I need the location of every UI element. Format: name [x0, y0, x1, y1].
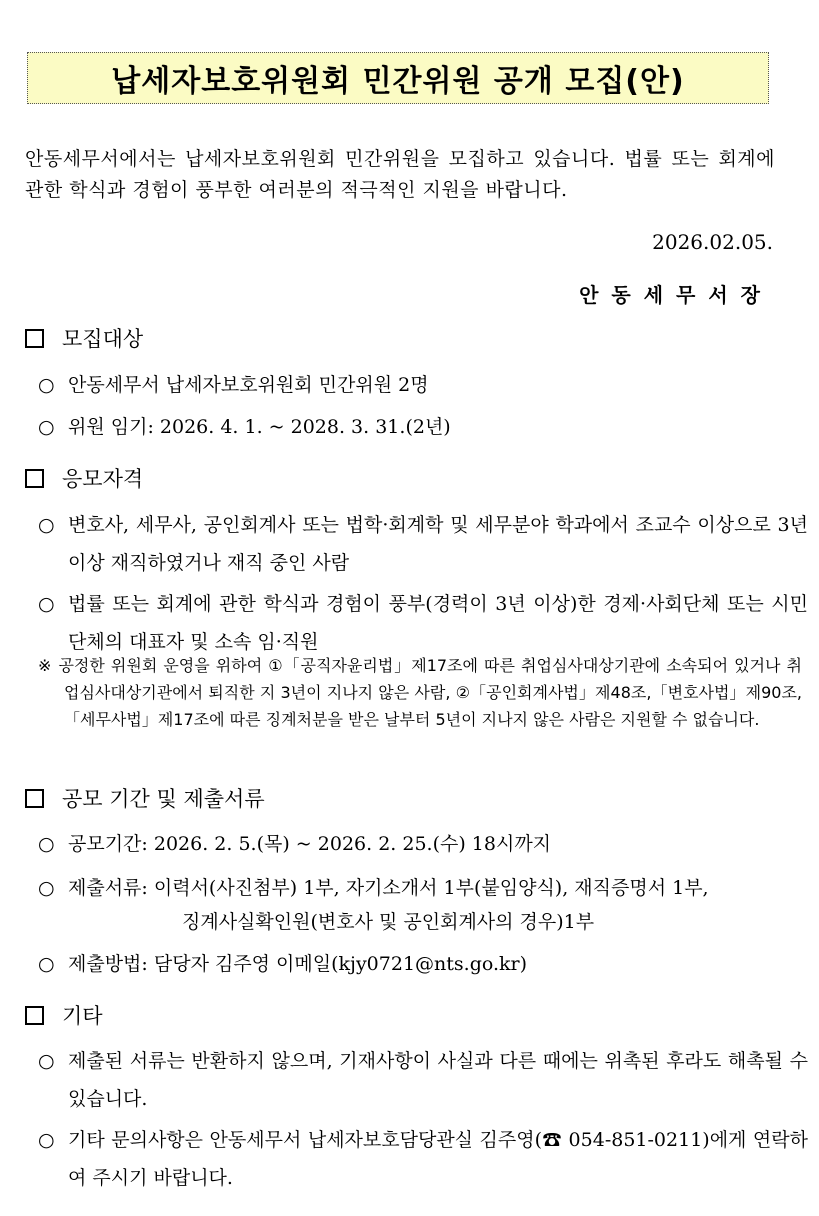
section-title: 모집대상 [62, 327, 144, 351]
list-item [38, 869, 778, 907]
circle-bullet-icon: ○ [38, 833, 55, 855]
item-text: 법률 또는 회계에 관한 학식과 경험이 풍부(경력이 3년 이상)한 경제·사회단체 또는 시민단체의 대표자 및 소속 임·직원 [68, 593, 808, 653]
item-text: 징계사실확인원(변호사 및 공인회계사의 경우)1부 [182, 911, 595, 933]
circle-bullet-icon: ○ [38, 953, 55, 975]
list-item [38, 1042, 808, 1118]
list-item [38, 945, 778, 983]
circle-bullet-icon: ○ [38, 514, 55, 536]
section-target-heading [25, 323, 143, 353]
section-period-heading [25, 783, 265, 813]
checkbox-square-icon [25, 789, 44, 808]
page-title: 납세자보호위원회 민간위원 공개 모집(안) [111, 64, 685, 99]
item-text: 공모기간: 2026. 2. 5.(목) ~ 2026. 2. 25.(수) 18시까지 [68, 833, 552, 855]
circle-bullet-icon: ○ [38, 593, 55, 615]
checkbox-square-icon [25, 469, 44, 488]
item-text: 제출서류: 이력서(사진첨부) 1부, 자기소개서 1부(붙임양식), 재직증명서 1부, [68, 877, 709, 899]
list-item [38, 825, 778, 863]
circle-bullet-icon: ○ [38, 1129, 55, 1151]
circle-bullet-icon: ○ [38, 877, 55, 899]
eligibility-note: ※ 공정한 위원회 운영을 위하여 ①「공직자윤리법」제17조에 따른 취업심사대상기관에 소속되어 있거나 취업심사대상기관에서 퇴직한 지 3년이 지나지 않은 사람, ②「공인회계사법」제48조,「변호사법」제90조,「세무사법」제17조에 따른 징계처분을 받은 날부터 5년이 지나지 않은 사람은 지원할 수 없습니다. [38, 656, 802, 729]
list-item [38, 506, 808, 582]
list-item [38, 585, 808, 661]
list-item-continuation [182, 903, 772, 941]
checkbox-square-icon [25, 329, 44, 348]
title-box [27, 52, 769, 104]
circle-bullet-icon: ○ [38, 416, 55, 438]
item-text: 제출방법: 담당자 김주영 이메일(kjy0721@nts.go.kr) [68, 953, 528, 975]
signer: 안동세무서장 [579, 283, 773, 307]
section-title: 기타 [62, 1004, 103, 1028]
circle-bullet-icon: ○ [38, 1050, 55, 1072]
intro-paragraph: 안동세무서에서는 납세자보호위원회 민간위원을 모집하고 있습니다. 법률 또는 회계에 관한 학식과 경험이 풍부한 여러분의 적극적인 지원을 바랍니다. [25, 148, 775, 201]
section-title: 응모자격 [62, 467, 144, 491]
item-text: 기타 문의사항은 안동세무서 납세자보호담당관실 김주영(☎ 054-851-0211)에게 연락하여 주시기 바랍니다. [68, 1129, 808, 1189]
item-text: 위원 임기: 2026. 4. 1. ~ 2028. 3. 31.(2년) [68, 416, 451, 438]
item-text: 변호사, 세무사, 공인회계사 또는 법학·회계학 및 세무분야 학과에서 조교수 이상으로 3년 이상 재직하였거나 재직 중인 사람 [68, 514, 808, 574]
list-item [38, 1121, 808, 1197]
section-etc-heading [25, 1000, 103, 1030]
checkbox-square-icon [25, 1006, 44, 1025]
circle-bullet-icon: ○ [38, 374, 55, 396]
item-text: 제출된 서류는 반환하지 않으며, 기재사항이 사실과 다른 때에는 위촉된 후라도 해촉될 수 있습니다. [68, 1050, 808, 1110]
announcement-date: 2026.02.05. [652, 230, 773, 254]
item-text: 안동세무서 납세자보호위원회 민간위원 2명 [68, 374, 429, 396]
section-title: 공모 기간 및 제출서류 [62, 787, 265, 811]
list-item [38, 408, 778, 446]
list-item [38, 366, 778, 404]
section-qualification-heading [25, 463, 143, 493]
